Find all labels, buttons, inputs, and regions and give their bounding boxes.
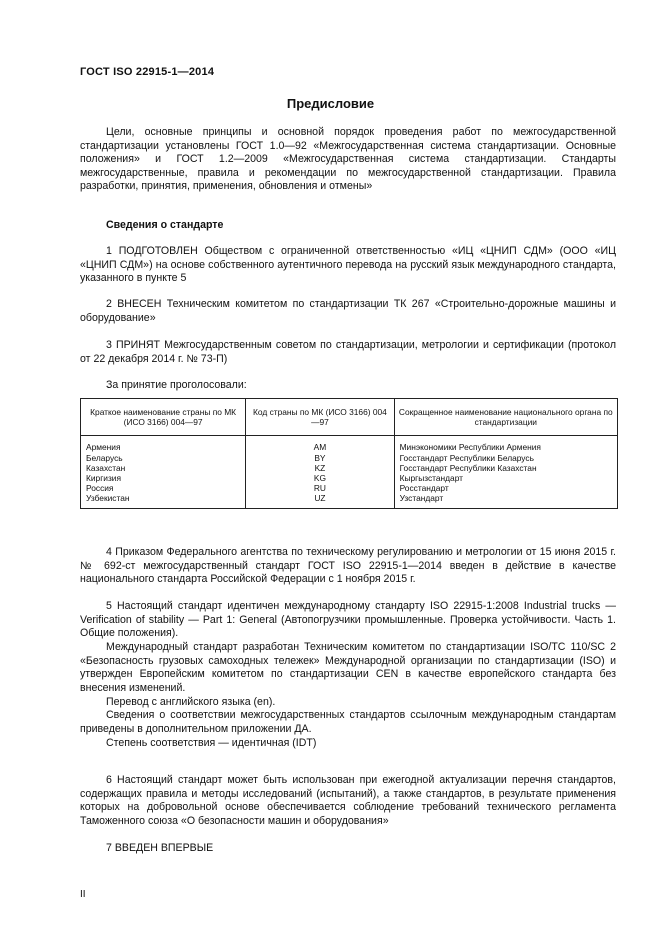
item-3-text: 3 ПРИНЯТ Межгосударственным советом по стандартизации, метрологии и сертификации (протокол от 22 декабря 2014 г. № 73-П) — [80, 339, 616, 365]
voted-label — [80, 379, 616, 393]
vote-table — [80, 398, 618, 509]
item-2 — [80, 298, 616, 325]
table-row — [81, 483, 618, 493]
item-1 — [80, 245, 616, 286]
item-5-translation-text: Перевод с английского языка (en). — [106, 696, 276, 708]
country-cell: Узбекистан — [81, 493, 246, 508]
item-3 — [80, 339, 616, 366]
code-cell: KG — [246, 473, 394, 483]
item-6-text: 6 Настоящий стандарт может быть использован при ежегодной актуализации перечня стандартов, содержащих правила и методы исследований (испытаний), а также стандартов, в результате применения которых на добровольной основе обеспечивается соблюдение требований технического регламента Таможенного союза «О безопасности машин и оборудования» — [80, 774, 616, 827]
table-row — [81, 493, 618, 508]
code-cell: KZ — [246, 463, 394, 473]
item-5-refs-text: Сведения о соответствии межгосударственных стандартов ссылочным международным стандартам приведены в дополнительном приложении ДА. — [80, 709, 616, 735]
voted-label-text: За принятие проголосовали: — [106, 379, 247, 391]
standard-code: ГОСТ ISO 22915-1—2014 — [80, 66, 215, 78]
code-cell: RU — [246, 483, 394, 493]
preface-paragraph — [80, 126, 616, 194]
header-body: Сокращенное наименование национального органа по стандартизации — [394, 399, 617, 436]
country-cell: Казахстан — [81, 463, 246, 473]
item-5-text: 5 Настоящий стандарт идентичен международному стандарту ISO 22915-1:2008 Industrial trucks — Verification of stability — Part 1: General (Автопогрузчики промышленные. Проверка устойчивости. Часть 1. Общие положения). — [80, 600, 616, 640]
preface-text: Цели, основные принципы и основной порядок проведения работ по межгосударственной стандартизации установлены ГОСТ 1.0—92 «Межгосударственная система стандартизации. Основные положения» и ГОСТ 1.2—2009 «Межгосударственная система стандартизации. Стандарты межгосударственные, правила и рекомендации по межгосударственной стандартизации. Правила разработки, принятия, применения, обновления и отмены» — [80, 126, 616, 193]
code-cell: AM — [246, 436, 394, 453]
item-6 — [80, 774, 616, 828]
country-cell: Беларусь — [81, 453, 246, 463]
item-4-text: 4 Приказом Федерального агентства по техническому регулированию и метрологии от 15 июня 2015 г. № 692-ст межгосударственный стандарт ГОСТ ISO 22915-1—2014 введен в действие в качестве национального стандарта Российской Федерации с 1 ноября 2015 г. — [80, 546, 616, 586]
body-cell: Росстандарт — [394, 483, 617, 493]
item-1-text: 1 ПОДГОТОВЛЕН Обществом с ограниченной ответственностью «ИЦ «ЦНИП СДМ» (ООО «ИЦ «ЦНИП СДМ») на основе собственного аутентичного перевода на русский язык международного стандарта, указанного в пункте 5 — [80, 245, 616, 285]
country-cell: Киргизия — [81, 473, 246, 483]
page-title: Предисловие — [286, 96, 375, 111]
page-number: II — [80, 889, 86, 900]
item-4 — [80, 546, 616, 587]
header-country: Краткое наименование страны по МК (ИСО 3166) 004—97 — [81, 399, 246, 436]
item-5 — [80, 600, 616, 641]
item-2-text: 2 ВНЕСЕН Техническим комитетом по стандартизации ТК 267 «Строительно-дорожные машины и оборудование» — [80, 298, 616, 324]
item-7 — [80, 842, 616, 856]
body-cell: Узстандарт — [394, 493, 617, 508]
code-cell: BY — [246, 453, 394, 463]
section-heading: Сведения о стандарте — [106, 219, 224, 231]
item-5-refs — [80, 709, 616, 736]
table-row — [81, 463, 618, 473]
item-5-translation — [80, 696, 616, 710]
code-cell: UZ — [246, 493, 394, 508]
body-cell: Кыргызстандарт — [394, 473, 617, 483]
item-5-degree — [80, 737, 616, 751]
item-5-degree-text: Степень соответствия — идентичная (IDT) — [106, 737, 317, 749]
body-cell: Госстандарт Республики Казахстан — [394, 463, 617, 473]
header-code: Код страны по МК (ИСО 3166) 004—97 — [246, 399, 394, 436]
country-cell: Россия — [81, 483, 246, 493]
item-5-intl — [80, 641, 616, 695]
table-row — [81, 453, 618, 463]
body-cell: Госстандарт Республики Беларусь — [394, 453, 617, 463]
vote-table-header-row — [81, 399, 618, 436]
item-7-text: 7 ВВЕДЕН ВПЕРВЫЕ — [106, 842, 214, 854]
table-row — [81, 436, 618, 453]
table-row — [81, 473, 618, 483]
country-cell: Армения — [81, 436, 246, 453]
item-5-intl-text: Международный стандарт разработан Техническим комитетом по стандартизации ISO/TC 110/SC 2 «Безопасность грузовых самоходных тележек» Международной организации по стандартизации (ISO) и утвержден Европейским комитетом по стандартизации CEN в качестве европейского стандарта без внесения изменений. — [80, 641, 616, 694]
body-cell: Минэкономики Республики Армения — [394, 436, 617, 453]
